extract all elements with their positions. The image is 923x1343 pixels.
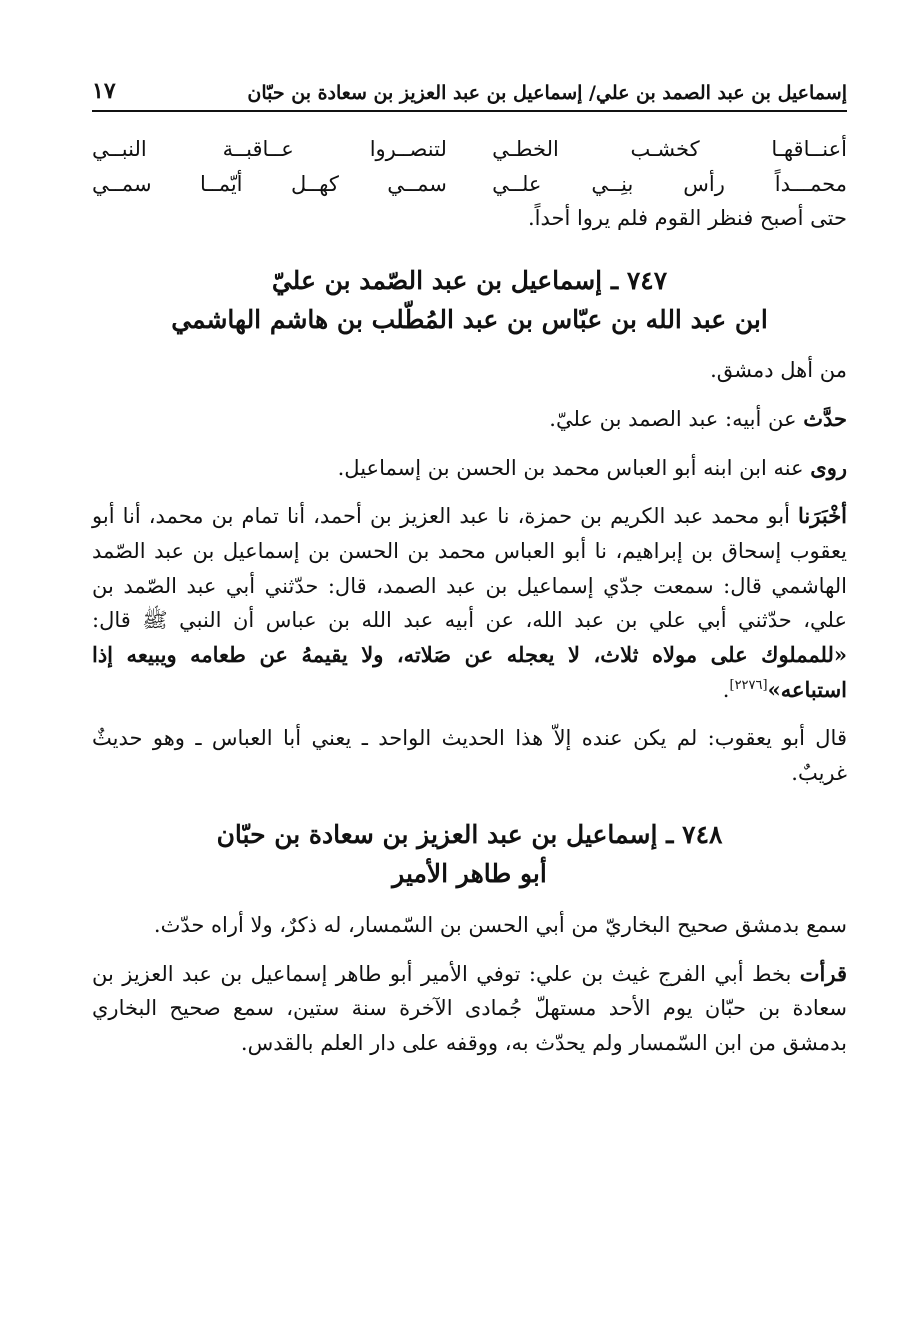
- poem-verse: [92, 132, 847, 167]
- entry-heading-line: أبو طاهر الأمير: [392, 859, 547, 889]
- page-number: ١٧: [92, 78, 116, 104]
- closing-line: حتى أصبح فنظر القوم فلم يروا أحداً.: [527, 206, 847, 231]
- verse-hemistich: لتنصــروا عــاقبــة النبــي: [92, 137, 447, 161]
- document-page: [92, 70, 847, 1310]
- hadath-paragraph: [92, 402, 847, 437]
- paragraph-lead-word: روى: [810, 454, 847, 480]
- paragraph-text: عن أبيه: عبد الصمد بن عليّ.: [549, 407, 804, 432]
- entry-heading-line: ٧٤٨ ـ إسماعيل بن عبد العزيز بن سعادة بن حبّان: [216, 820, 723, 850]
- comment-paragraph: قال أبو يعقوب: لم يكن عنده إلاّ هذا الحديث الواحد ـ يعني أبا العباس ـ وهو حديثٌ غريبٌ.: [92, 726, 847, 785]
- paragraph-lead-word: حدَّث: [803, 406, 847, 432]
- page-header: [92, 70, 847, 112]
- paragraph-text: بخط أبي الفرج غيث بن علي: توفي الأمير أبو طاهر إسماعيل بن عبد العزيز بن سعادة بن حبّان يوم الأحد مستهلّ جُمادى الآخرة سنة ستين، سمع صحيح البخاري بدمشق من ابن السّمسار ولم يحدّث به، ووقفه على دار العلم بالقدس.: [92, 961, 847, 1055]
- entry-747-heading: [92, 262, 847, 340]
- paragraph-lead-word: أخْبَرَنا: [798, 503, 848, 529]
- running-head: إسماعيل بن عبد الصمد بن علي/ إسماعيل بن عبد العزيز بن سعادة بن حبّان: [247, 82, 847, 104]
- entry-heading-line: ٧٤٧ ـ إسماعيل بن عبد الصّمد بن عليّ: [271, 265, 668, 295]
- paragraph-lead-word: قرأت: [799, 960, 847, 986]
- hadith-reference: [٢٢٧٦]: [729, 677, 768, 693]
- sami-paragraph: سمع بدمشق صحيح البخاريّ من أبي الحسن بن السّمسار، له ذكرٌ، ولا أراه حدّث.: [153, 912, 847, 937]
- entry-heading-line: ابن عبد الله بن عبّاس بن عبد المُطّلب بن هاشم الهاشمي: [171, 304, 768, 334]
- entry-748-heading: [92, 816, 847, 894]
- verse-hemistich: محمـــداً رأس بنِــي علــي: [492, 171, 847, 196]
- page-content: [92, 132, 847, 1075]
- paragraph-text: عنه ابن ابنه أبو العباس محمد بن الحسن بن إسماعيل.: [337, 455, 811, 480]
- verse-hemistich: سمــي كهــل أيّمــا سمــي: [92, 171, 447, 196]
- poem-verse: [92, 167, 847, 202]
- paragraph-end: .: [722, 677, 730, 702]
- qaraat-paragraph: [92, 957, 847, 1061]
- verse-hemistich: أعنــاقهـا كخشـب الخطـي: [492, 137, 847, 161]
- rawa-paragraph: [92, 451, 847, 486]
- paragraph-text: أبو محمد عبد الكريم بن حمزة، نا عبد العزيز بن أحمد، أنا تمام بن محمد، أنا أبو يعقوب إسحاق بن إبراهيم، نا أبو العباس محمد بن الحسن بن إسماعيل بن عبد الصّمد الهاشمي قال: سمعت جدّي إسماعيل بن عبد الصمد، قال: حدّثني أبي عبد الصّمد بن علي، حدّثني أبي علي بن عبد الله، عن أبيه عبد الله بن عباس أن النبي ﷺ قال:: [92, 504, 847, 633]
- hadith-text: «للمملوك على مولاه ثلاث، لا يعجله عن صَلاته، ولا يقيمهُ عن طعامه ويبيعه إذا استباعه»: [92, 641, 847, 702]
- origin-paragraph: من أهل دمشق.: [710, 358, 847, 383]
- isnad-paragraph: [92, 499, 847, 707]
